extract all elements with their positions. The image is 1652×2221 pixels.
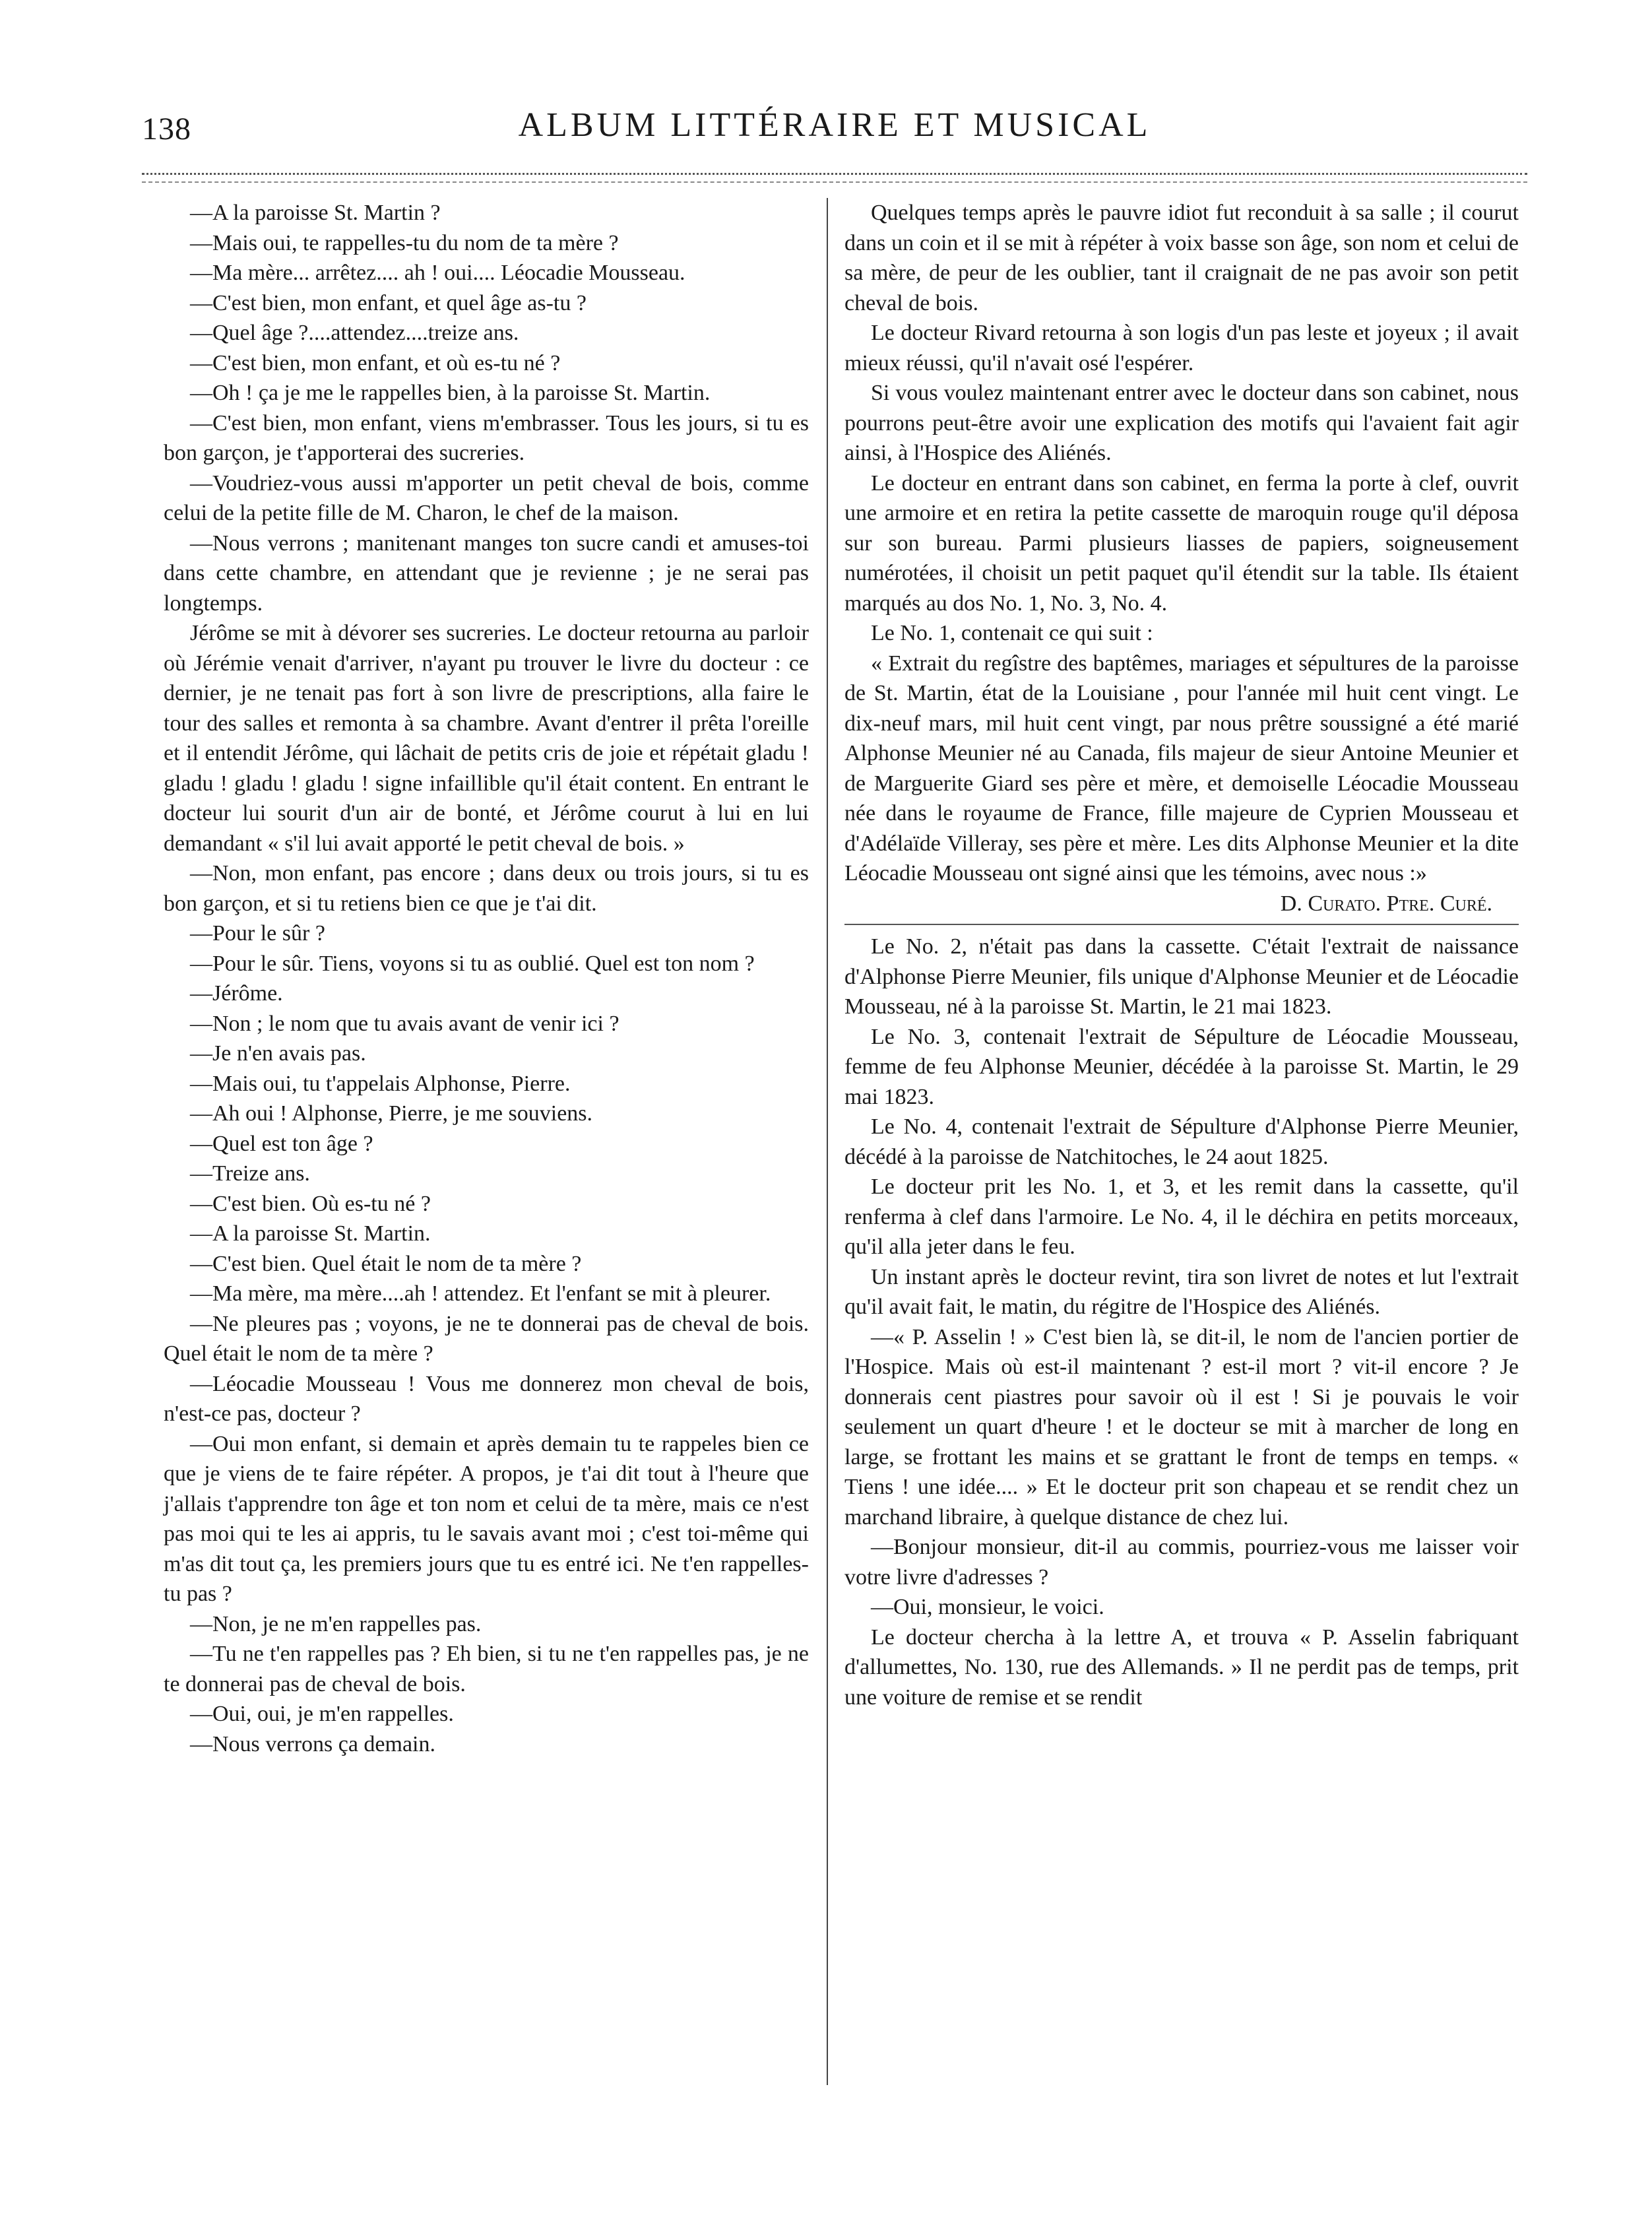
right-column-text-after [844, 932, 1519, 1712]
page-number: 138 [142, 112, 191, 146]
paragraph: —Ma mère... arrêtez.... ah ! oui.... Léocadie Mousseau. [190, 261, 685, 285]
paragraph: —Oui, monsieur, le voici. [871, 1595, 1104, 1619]
paragraph: —Quel est ton âge ? [190, 1131, 373, 1156]
paragraph: —Oh ! ça je me le rappelles bien, à la paroisse St. Martin. [190, 381, 711, 405]
header-rule [142, 173, 1527, 183]
paragraph: —Mais oui, tu t'appelais Alphonse, Pierre. [190, 1071, 571, 1096]
paragraph: —Quel âge ?....attendez....treize ans. [190, 321, 519, 345]
paragraph: Le No. 4, contenait l'extrait de Sépulture d'Alphonse Pierre Meunier, décédé à la paroisse de Natchitoches, le 24 aout 1825. [844, 1114, 1519, 1169]
paragraph: —Léocadie Mousseau ! Vous me donnerez mon cheval de bois, n'est-ce pas, docteur ? [164, 1371, 809, 1426]
paragraph: —Non, je ne m'en rappelles pas. [190, 1611, 482, 1636]
paragraph: Si vous voulez maintenant entrer avec le docteur dans son cabinet, nous pourrons peut-être avoir une explication des motifs qui l'avaient fait agir ainsi, à l'Hospice des Aliénés. [844, 381, 1519, 465]
paragraph: —Ah oui ! Alphonse, Pierre, je me souviens. [190, 1101, 593, 1126]
column-divider [827, 198, 828, 2085]
paragraph: —C'est bien, mon enfant, viens m'embrasser. Tous les jours, si tu es bon garçon, je t'apporterai des sucreries. [164, 410, 809, 465]
paragraph: Le docteur Rivard retourna à son logis d'un pas leste et joyeux ; il avait mieux réussi, qu'il n'avait osé l'espérer. [844, 321, 1519, 375]
right-column-text-before [844, 198, 1519, 889]
paragraph: —Non ; le nom que tu avais avant de venir ici ? [190, 1011, 620, 1036]
paragraph: « Extrait du regîstre des baptêmes, mariages et sépultures de la paroisse de St. Martin, état de la Louisiane , pour l'année mil huit cent vingt. Le dix-neuf mars, mil huit cent vingt, par nous prêtre soussigné a été marié Alphonse Meunier né au Canada, fils majeur de sieur Antoine Meunier et de Marguerite Giard ses père et mère, et demoiselle Léocadie Mousseau née dans le royaume de France, fille majeure de Cyprien Mousseau et d'Adélaïde Villeray, ses père et mère. Les dits Alphonse Meunier et la dite Léocadie Mousseau ont signé ainsi que les témoins, avec nous :» [844, 651, 1519, 885]
section-rule [844, 924, 1519, 925]
paragraph: Le docteur chercha à la lettre A, et trouva « P. Asselin fabriquant d'allumettes, No. 130, rue des Allemands. » Il ne perdit pas de temps, prit une voiture de remise et se rendit [844, 1625, 1519, 1710]
paragraph: —C'est bien, mon enfant, et quel âge as-tu ? [190, 290, 587, 315]
paragraph: Le No. 1, contenait ce qui suit : [871, 621, 1153, 645]
paragraph: —Ne pleures pas ; voyons, je ne te donnerai pas de cheval de bois. Quel était le nom de ta mère ? [164, 1311, 809, 1366]
paragraph: —A la paroisse St. Martin ? [190, 201, 441, 225]
paragraph: —Pour le sûr. Tiens, voyons si tu as oublié. Quel est ton nom ? [190, 951, 755, 976]
paragraph: —Mais oui, te rappelles-tu du nom de ta mère ? [190, 230, 619, 255]
paragraph: —Oui, oui, je m'en rappelles. [190, 1702, 454, 1726]
paragraph: —« P. Asselin ! » C'est bien là, se dit-il, le nom de l'ancien portier de l'Hospice. Mais où est-il maintenant ? est-il mort ? vit-il encore ? Je donnerais cent piastres pour savoir où il est ! Si je pouvais le voir seulement un quart d'heure ! et le docteur se mit à marcher de long en large, se frottant les mains et se grattant le front de temps en temps. « Tiens ! une idée.... » Et le docteur prit son chapeau et se rendit chez un marchand libraire, à quelque distance de chez lui. [844, 1324, 1519, 1529]
paragraph: Jérôme se mit à dévorer ses sucreries. Le docteur retourna au parloir où Jérémie venait d'arriver, n'ayant pu trouver le livre du docteur : ce dernier, je ne tenait pas fort à son livre de prescriptions, alla faire le tour des salles et remonta à sa chambre. Avant d'entrer il prêta l'oreille et il entendit Jérôme, qui lâchait de petits cris de joie et répétait gladu ! gladu ! gladu ! gladu ! signe infaillible qu'il était content. En entrant le docteur lui sourit d'un air de bonté, et Jérôme courut à lui en lui demandant « s'il lui avait apporté le petit cheval de bois. » [164, 621, 809, 856]
paragraph: —Tu ne t'en rappelles pas ? Eh bien, si tu ne t'en rappelles pas, je ne te donnerai pas de cheval de bois. [164, 1642, 809, 1696]
paragraph: —Oui mon enfant, si demain et après demain tu te rappeles bien ce que je viens de te faire répéter. A propos, je t'ai dit tout à l'heure que j'allais t'apprendre ton âge et ton nom et celui de ta mère, mais ce n'est pas moi qui te les ai appris, tu le savais avant moi ; c'est toi-même qui m'as dit tout ça, les premiers jours que tu es entré ici. Ne t'en rappelles-tu pas ? [164, 1431, 809, 1606]
right-column [844, 198, 1519, 1712]
paragraph: Le docteur en entrant dans son cabinet, en ferma la porte à clef, ouvrit une armoire et en retira la petite cassette de maroquin rouge qu'il déposa sur son bureau. Parmi plusieurs liasses de papiers, soigneusement numérotées, il choisit un petit paquet qu'il étendit sur la table. Ils étaient marqués au dos No. 1, No. 3, No. 4. [844, 470, 1519, 616]
paragraph: —Bonjour monsieur, dit-il au commis, pourriez-vous me laisser voir votre livre d'adresses ? [844, 1535, 1519, 1590]
paragraph: Quelques temps après le pauvre idiot fut reconduit à sa salle ; il courut dans un coin et il se mit à répéter à voix basse son âge, son nom et celui de sa mère, de peur de les oublier, tant il craignait de ne pas avoir son petit cheval de bois. [844, 201, 1519, 315]
paragraph: —Treize ans. [190, 1161, 310, 1186]
paragraph: Le docteur prit les No. 1, et 3, et les remit dans la cassette, qu'il renferma à clef dans l'armoire. Le No. 4, il le déchira en petits morceaux, qu'il alla jeter dans le feu. [844, 1175, 1519, 1259]
paragraph: Un instant après le docteur revint, tira son livret de notes et lut l'extrait qu'il avait fait, le matin, du régitre de l'Hospice des Aliénés. [844, 1264, 1519, 1319]
paragraph: —Pour le sûr ? [190, 921, 325, 946]
paragraph: —Ma mère, ma mère....ah ! attendez. Et l'enfant se mit à pleurer. [190, 1281, 771, 1306]
paragraph: —Nous verrons ça demain. [190, 1731, 436, 1756]
page-header [142, 106, 1527, 158]
signature: D. Curato. Ptre. Curé. [1280, 891, 1492, 916]
paragraph: —A la paroisse St. Martin. [190, 1221, 431, 1246]
paragraph: Le No. 3, contenait l'extrait de Sépulture de Léocadie Mousseau, femme de feu Alphonse Meunier, décédée à la paroisse St. Martin, le 29 mai 1823. [844, 1024, 1519, 1109]
paragraph: —Je n'en avais pas. [190, 1041, 366, 1066]
left-column [164, 198, 809, 1759]
paragraph: —Nous verrons ; manitenant manges ton sucre candi et amuses-toi dans cette chambre, en attendant que je revienne ; je ne serai pas longtemps. [164, 531, 809, 616]
paragraph: —C'est bien. Où es-tu né ? [190, 1191, 431, 1216]
running-title: ALBUM LITTÉRAIRE ET MUSICAL [518, 106, 1151, 144]
paragraph: —Jérôme. [190, 981, 283, 1006]
paragraph: —C'est bien, mon enfant, et où es-tu né ? [190, 350, 561, 375]
paragraph: Le No. 2, n'était pas dans la cassette. C'était l'extrait de naissance d'Alphonse Pierre Meunier, fils unique d'Alphonse Meunier et de Léocadie Mousseau, né à la paroisse St. Martin, le 21 mai 1823. [844, 934, 1519, 1019]
paragraph: —Voudriez-vous aussi m'apporter un petit cheval de bois, comme celui de la petite fille de M. Charon, le chef de la maison. [164, 470, 809, 525]
paragraph: —C'est bien. Quel était le nom de ta mère ? [190, 1251, 582, 1276]
paragraph: —Non, mon enfant, pas encore ; dans deux ou trois jours, si tu es bon garçon, et si tu retiens bien ce que je t'ai dit. [164, 861, 809, 916]
